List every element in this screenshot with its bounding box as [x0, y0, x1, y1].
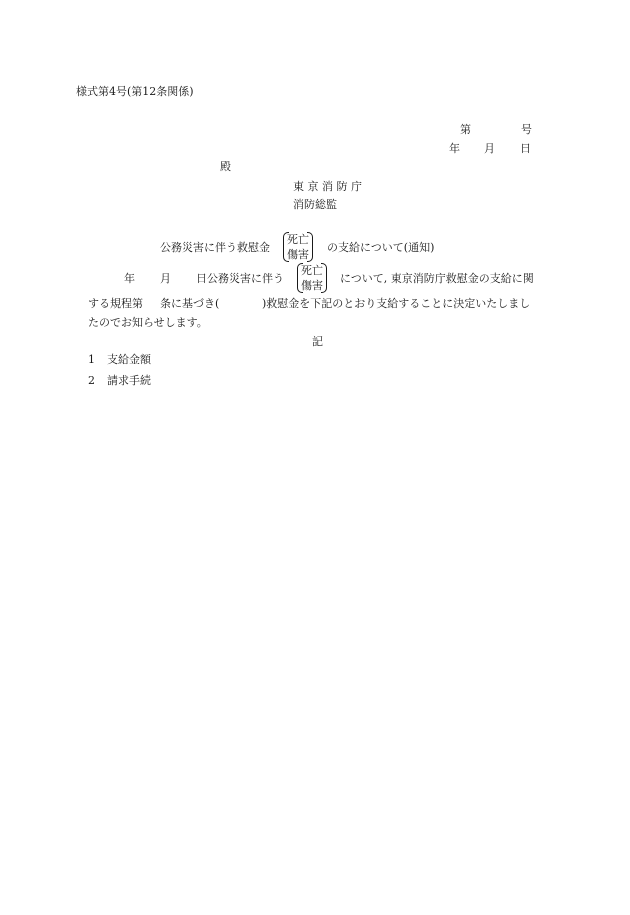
date-day: 日 — [520, 142, 531, 155]
body-line2-a: する規程第 — [88, 297, 143, 310]
doc-number-suffix: 号 — [521, 123, 532, 136]
doc-number-prefix: 第 — [460, 123, 471, 136]
issuer-title: 消防総監 — [293, 198, 337, 211]
subject-option-injury: 傷害 — [287, 248, 309, 261]
subject-before: 公務災害に伴う救慰金 — [160, 241, 270, 254]
subject-brace — [283, 232, 313, 262]
list-item-label-1: 支給金額 — [107, 353, 151, 366]
date-month: 月 — [484, 142, 495, 155]
body-option-injury: 傷害 — [301, 279, 323, 292]
date-year: 年 — [449, 142, 460, 155]
form-number: 様式第4号(第12条関係) — [76, 85, 194, 98]
subject-after: の支給について(通知) — [327, 241, 435, 254]
body-line2-c: )救慰金を下記のとおり支給することに決定いたしまし — [262, 297, 531, 310]
body-option-death: 死亡 — [301, 264, 323, 277]
body-month: 月 — [160, 272, 171, 285]
addressee-suffix: 殿 — [220, 160, 231, 173]
list-item-num-1: 1 — [88, 353, 95, 366]
body-day-lead: 日公務災害に伴う — [196, 272, 284, 285]
issuer-org: 東 京 消 防 庁 — [293, 180, 362, 193]
body-line2-b: 条に基づき( — [160, 297, 220, 310]
subject-option-death: 死亡 — [287, 233, 309, 246]
list-item-label-2: 請求手続 — [107, 374, 151, 387]
body-brace — [297, 263, 327, 293]
body-line3: たのでお知らせします。 — [88, 316, 208, 329]
body-after-brace: について, 東京消防庁救慰金の支給に関 — [340, 272, 534, 285]
ki-heading: 記 — [312, 335, 323, 348]
body-year: 年 — [124, 272, 135, 285]
list-item-num-2: 2 — [88, 374, 95, 387]
